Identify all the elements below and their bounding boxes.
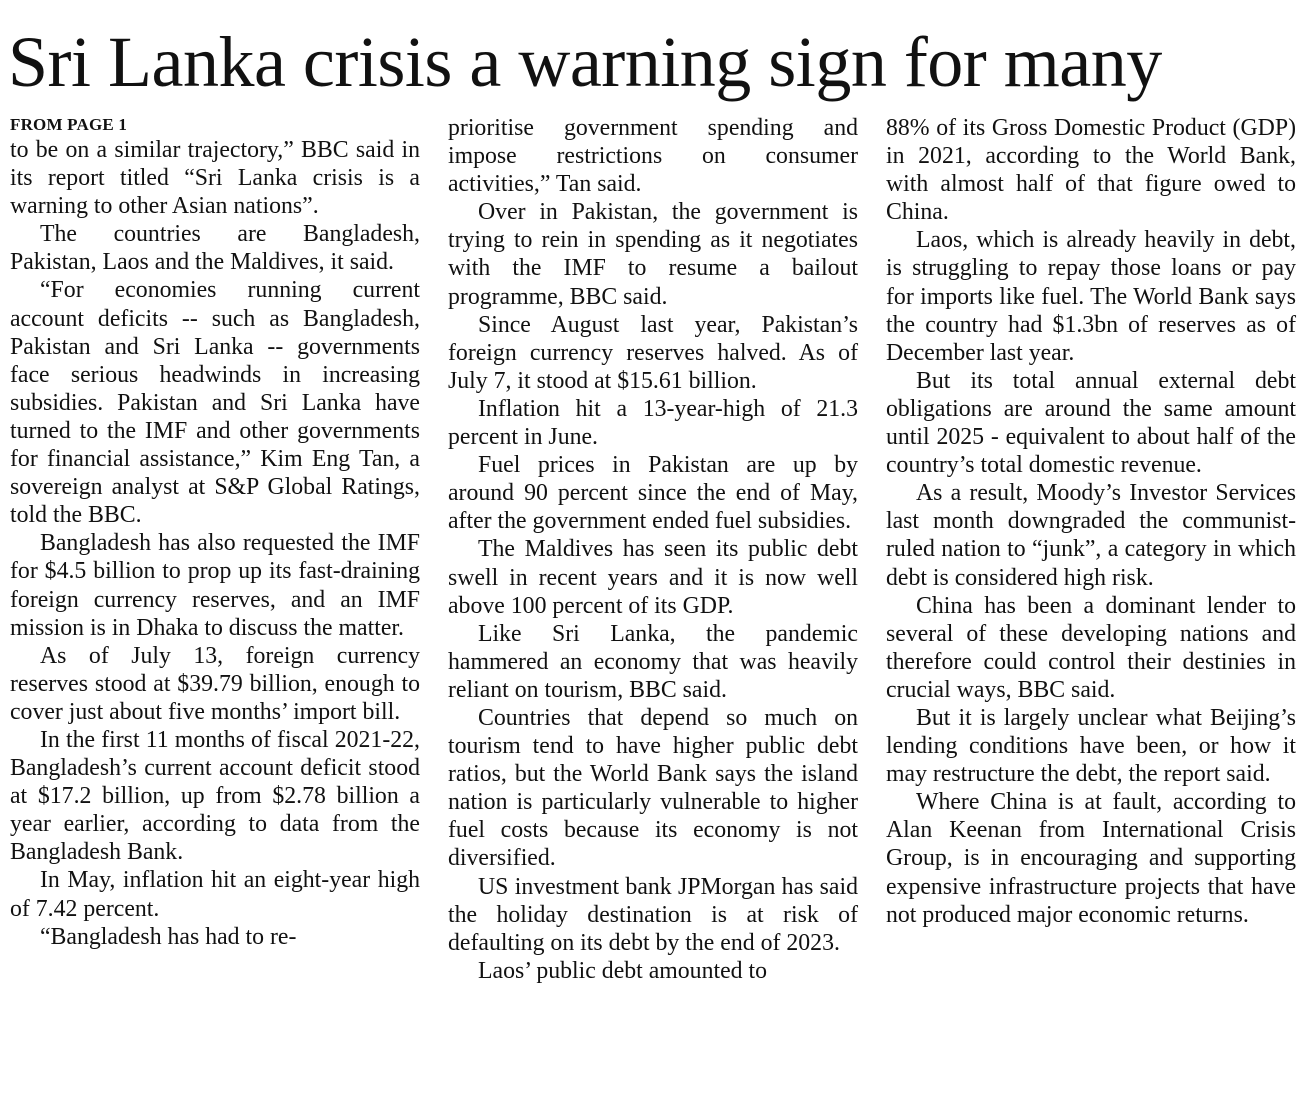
paragraph: prioritise government spending and impose restrictions on consumer activities,” Tan said. bbox=[448, 115, 858, 198]
paragraph: As a result, Moody’s Investor Services last month downgraded the communist-ruled nation to “junk”, a category in which debt is considered high risk. bbox=[886, 480, 1296, 591]
paragraph: Where China is at fault, according to Alan Keenan from International Crisis Group, is in encouraging and supporting expensive infrastructure projects that have not produced major economic returns. bbox=[886, 789, 1296, 928]
paragraph: But its total annual external debt obligations are around the same amount until 2025 - equivalent to about half of the country’s total domestic revenue. bbox=[886, 367, 1296, 479]
headline: Sri Lanka crisis a warning sign for many bbox=[8, 22, 1162, 102]
paragraph: Countries that depend so much on tourism tend to have higher public debt ratios, but the World Bank says the island nation is particularly vulnerable to higher fuel costs because its economy is not diversified. bbox=[448, 704, 858, 872]
paragraph: In the first 11 months of fiscal 2021-22, Bangladesh’s current account deficit stood at $17.2 billion, up from $2.78 billion a year earlier, according to data from the Bangladesh Bank. bbox=[10, 726, 420, 866]
paragraph: As of July 13, foreign currency reserves stood at $39.79 billion, enough to cover just about five months’ import bill. bbox=[10, 642, 420, 725]
paragraph: Fuel prices in Pakistan are up by around 90 percent since the end of May, after the government ended fuel subsidies. bbox=[448, 452, 858, 535]
paragraph: Over in Pakistan, the government is trying to rein in spending as it negotiates with the IMF to resume a bailout programme, BBC said. bbox=[448, 199, 858, 310]
paragraph: But it is largely unclear what Beijing’s lending conditions have been, or how it may restructure the debt, the report said. bbox=[886, 704, 1296, 788]
paragraph: 88% of its Gross Domestic Product (GDP) in 2021, according to the World Bank, with almost half of that figure owed to China. bbox=[886, 115, 1296, 226]
paragraph: Bangladesh has also requested the IMF for $4.5 billion to prop up its fast-draining foreign currency reserves, and an IMF mission is in Dhaka to discuss the matter. bbox=[10, 530, 420, 641]
paragraph: “For economies running current account deficits -- such as Bangladesh, Pakistan and Sri Lanka -- governments face serious headwinds in increasing subsidies. Pakistan and Sri Lanka have turned to the IMF and other governments for financial assistance,” Kim Eng Tan, a sovereign analyst at S&P Global Ratings, told the BBC. bbox=[10, 277, 420, 529]
article-column-1 bbox=[10, 114, 420, 951]
paragraph: Inflation hit a 13-year-high of 21.3 percent in June. bbox=[448, 395, 858, 451]
paragraph: Like Sri Lanka, the pandemic hammered an economy that was heavily reliant on tourism, BBC said. bbox=[448, 620, 858, 703]
paragraph: to be on a similar trajectory,” BBC said in its report titled “Sri Lanka crisis is a warning to other Asian nations”. bbox=[10, 137, 420, 220]
paragraph: Laos, which is already heavily in debt, is struggling to repay those loans or pay for imports like fuel. The World Bank says the country had $1.3bn of reserves as of December last year. bbox=[886, 227, 1296, 366]
paragraph: “Bangladesh has had to re- bbox=[40, 923, 297, 950]
paragraph: Since August last year, Pakistan’s foreign currency reserves halved. As of July 7, it stood at $15.61 billion. bbox=[448, 311, 858, 394]
paragraph: US investment bank JPMorgan has said the holiday destination is at risk of defaulting on its debt by the end of 2023. bbox=[448, 873, 858, 956]
article-column-3 bbox=[886, 114, 1296, 929]
paragraph: The countries are Bangladesh, Pakistan, Laos and the Maldives, it said. bbox=[10, 221, 420, 276]
paragraph: In May, inflation hit an eight-year high of 7.42 percent. bbox=[10, 867, 420, 922]
article-column-2 bbox=[448, 114, 858, 985]
from-page-kicker: FROM PAGE 1 bbox=[10, 115, 128, 134]
paragraph: Laos’ public debt amounted to bbox=[478, 957, 768, 984]
paragraph: China has been a dominant lender to several of these developing nations and therefore could control their destinies in crucial ways, BBC said. bbox=[886, 592, 1296, 703]
paragraph: The Maldives has seen its public debt swell in recent years and it is now well above 100 percent of its GDP. bbox=[448, 536, 858, 619]
